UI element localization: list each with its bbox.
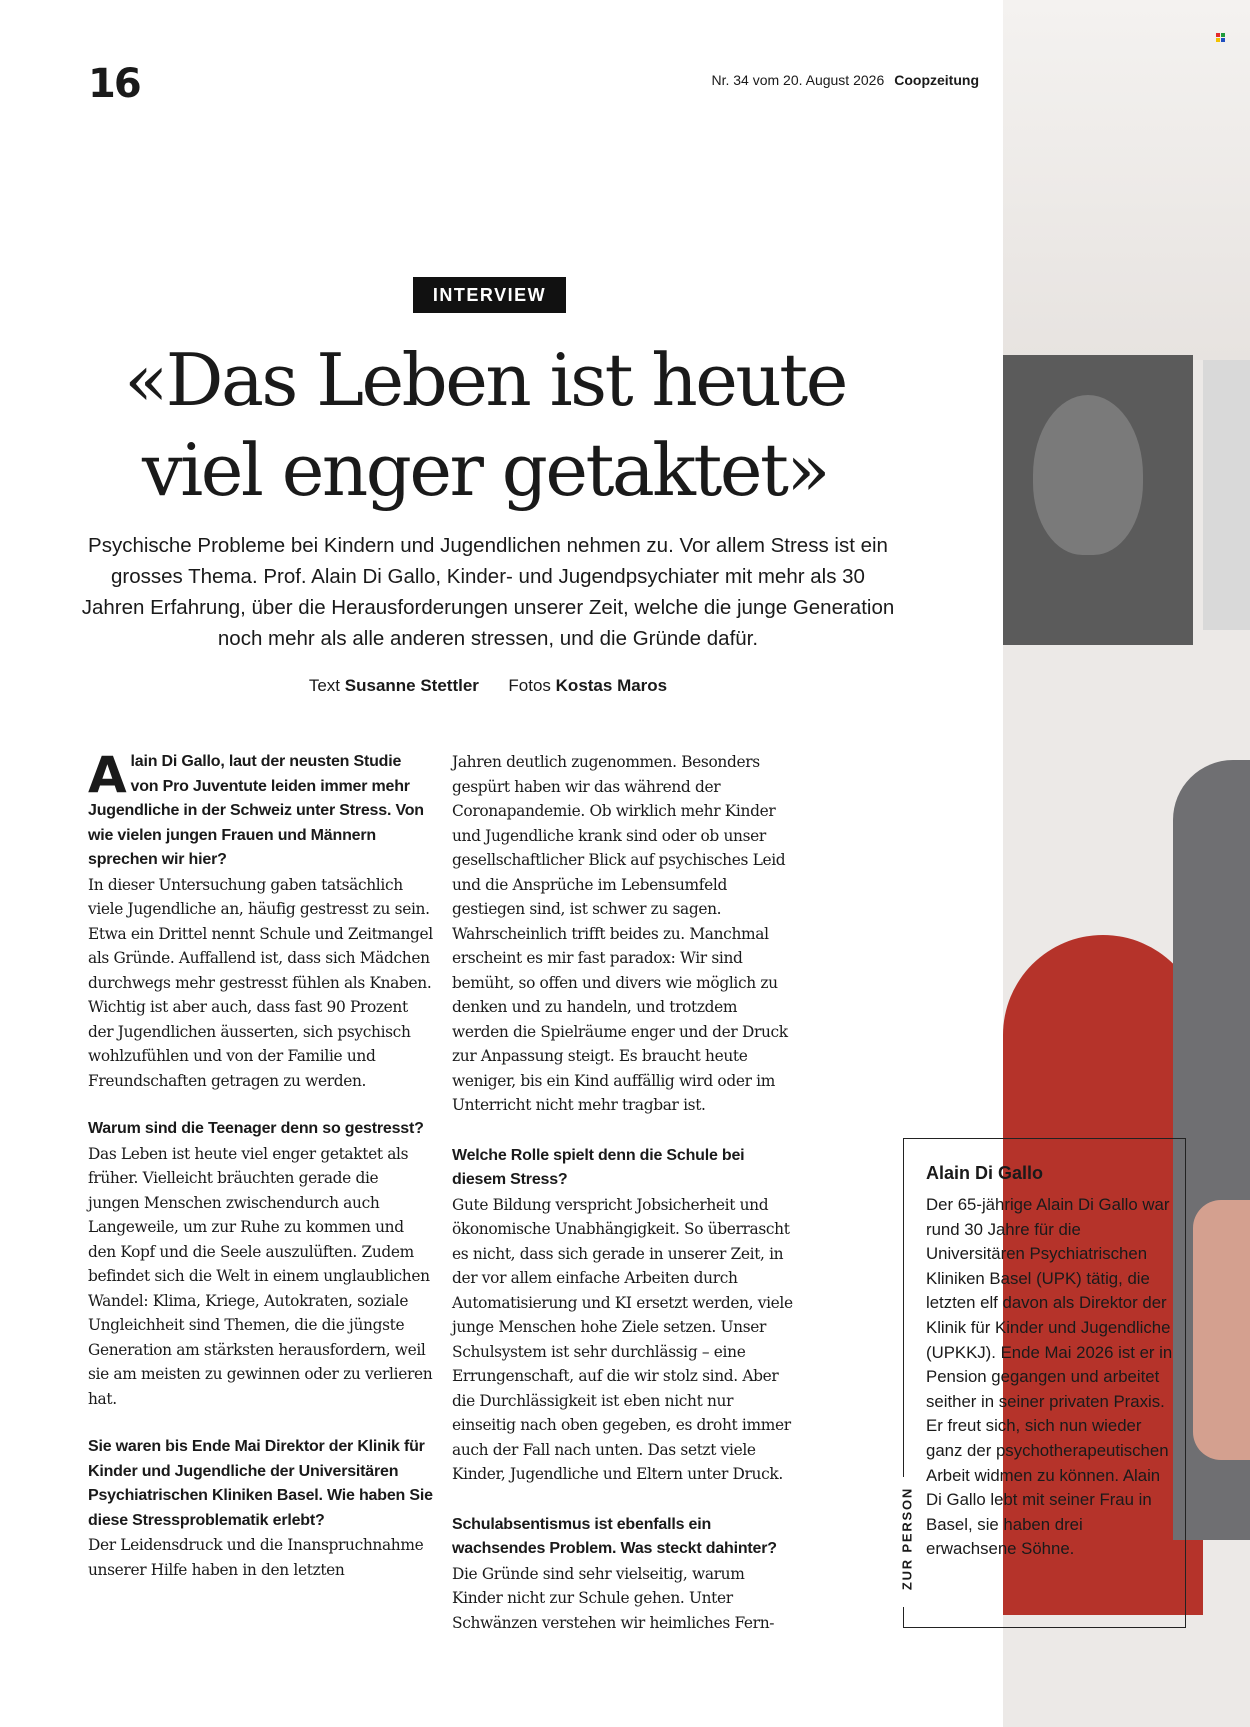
print-mark-yellow (1216, 38, 1220, 42)
profile-box (903, 1138, 1186, 1628)
page-number: 16 (88, 61, 140, 107)
answer-3-continued: Jahren deutlich zugenommen. Besonders gespürt haben wir das während der Coronapandemie. Ob wirklich mehr Kinder und Jugendliche krank sind oder ob unser gesellschaftlicher Blick auf psychisches Leid und die Ansprüche im Lebensumfeld gestiegen sind, ist schwer zu sagen. Wahrscheinlich trifft beides zu. Manchmal erscheint es mir fast paradox: Wir sind bemüht, so offen und divers wie möglich zu denken und zu handeln, und trotzdem werden die Spielräume enger und der Druck zur Anpassung steigt. Es braucht heute weniger, bis ein Kind auffällig wird oder im Unterricht nicht mehr tragbar ist. (452, 753, 788, 1114)
answer-3: Der Leidensdruck und die Inanspruchnahme unserer Hilfe haben in den letzten (88, 1536, 424, 1579)
print-color-marks (1216, 33, 1225, 42)
question-3: Sie waren bis Ende Mai Direktor der Klinik für Kinder und Jugendliche der Universitären Psychiatrischen Kliniken Basel. Wie haben Sie diese Stressproblematik erlebt? (88, 1438, 433, 1529)
byline-text-label: Text (308, 676, 341, 695)
question-4: Welche Rolle spielt denn die Schule bei diesem Stress? (452, 1146, 745, 1188)
question-2: Warum sind die Teenager denn so gestresst? (88, 1120, 424, 1137)
body-column-2 (452, 750, 797, 1635)
photo-arm (1193, 1200, 1250, 1460)
issue-date: Nr. 34 vom 20. August 2026 (711, 72, 885, 88)
photo-painted-face (1033, 395, 1143, 555)
print-mark-green (1221, 33, 1225, 37)
profile-label-text: ZUR PERSON (899, 1486, 915, 1591)
print-mark-red (1216, 33, 1220, 37)
headline-line-2: viel enger getaktet» (142, 428, 828, 512)
answer-1: In dieser Untersuchung gaben tatsächlich viele Jugendliche an, häufig gestresst zu sein. Etwa ein Drittel nennt Schule und Zeitmangel als Gründe. Auffallend ist, dass sich Mädchen durchwegs mehr gestresst fühlen als Knaben. Wichtig ist aber auch, dass fast 90 Prozent der Jugendlichen äusserten, sich psychisch wohlzufühlen und von der Familie und Freundschaften getragen zu werden. (88, 875, 433, 1090)
profile-text: Der 65-jährige Alain Di Gallo war rund 30 Jahre für die Universitären Psychiatrischen Kliniken Basel (UPK) tätig, die letzten elf davon als Direktor der Klinik für Kinder und Jugendliche (UPKKJ). Ende Mai 2026 ist er in Pension gegangen und arbeitet seither in seiner privaten Praxis. Er freut sich, sich nun wieder ganz der psychotherapeutischen Arbeit widmen zu können. Alain Di Gallo lebt mit seiner Frau in Basel, sie haben drei erwachsene Söhne. (926, 1195, 1173, 1559)
body-column-1 (88, 746, 433, 1582)
photo-second-painting (1203, 360, 1250, 630)
section-tag: INTERVIEW (413, 277, 566, 313)
byline-photo-label: Fotos (508, 676, 551, 695)
answer-5: Die Gründe sind sehr vielseitig, warum Kinder nicht zur Schule gehen. Unter Schwänzen verstehen wir heimliches Fern- (452, 1564, 775, 1632)
drop-cap: A (88, 746, 127, 804)
question-5: Schulabsentismus ist ebenfalls ein wachsendes Problem. Was steckt dahinter? (452, 1515, 777, 1557)
byline (88, 676, 888, 696)
issue-line (711, 72, 979, 88)
question-1 (88, 746, 433, 873)
headline (60, 335, 910, 515)
byline-author: Susanne Stettler (344, 676, 479, 695)
profile-label (893, 1477, 915, 1607)
byline-photographer: Kostas Maros (555, 676, 668, 695)
lead-paragraph: Psychische Probleme bei Kindern und Jugendlichen nehmen zu. Vor allem Stress ist ein grosses Thema. Prof. Alain Di Gallo, Kinder- und Jugendpsychiater mit mehr als 30 Jahren Erfahrung, über die Herausforderungen unserer Zeit, welche die junge Generation noch mehr als alle anderen stressen, und die Gründe dafür. (81, 534, 895, 650)
headline-line-1: «Das Leben ist heute (124, 338, 846, 422)
answer-4: Gute Bildung verspricht Jobsicherheit und ökonomische Unabhängigkeit. So überrascht es nicht, dass sich gerade in unserer Zeit, in der vor allem einfache Arbeiten durch Automatisierung und KI ersetzt werden, viele junge Menschen hohe Ziele setzen. Unser Schulsystem ist sehr durchlässig – eine Errungenschaft, auf die wir stolz sind. Aber die Durchlässigkeit ist eben nicht nur einseitig nach oben gegeben, es droht immer auch der Fall nach unten. Das setzt viele Kinder, Jugendliche und Eltern unter Druck. (452, 1195, 793, 1483)
question-1-text: lain Di Gallo, laut der neusten Studie von Pro Juventute leiden immer mehr Jugendliche in der Schweiz unter Stress. Von wie vielen jungen Frauen und Männern sprechen wir hier? (88, 753, 424, 868)
print-mark-blue (1221, 38, 1225, 42)
publication-name: Coopzeitung (894, 72, 979, 88)
answer-2: Das Leben ist heute viel enger getaktet als früher. Vielleicht bräuchten gerade die jungen Menschen zwischendurch auch Langeweile, um zur Ruhe zu kommen und den Kopf und die Seele auszulüften. Zudem befindet sich die Welt in einem unglaublichen Wandel: Klima, Kriege, Autokraten, soziale Ungleichheit sind Themen, die die jüngste Generation am stärksten herausfordern, weil sie am meisten zu gewinnen oder zu verlieren hat. (88, 1144, 433, 1408)
profile-title: Alain Di Gallo (926, 1163, 1044, 1183)
photo-wall (1003, 0, 1250, 360)
